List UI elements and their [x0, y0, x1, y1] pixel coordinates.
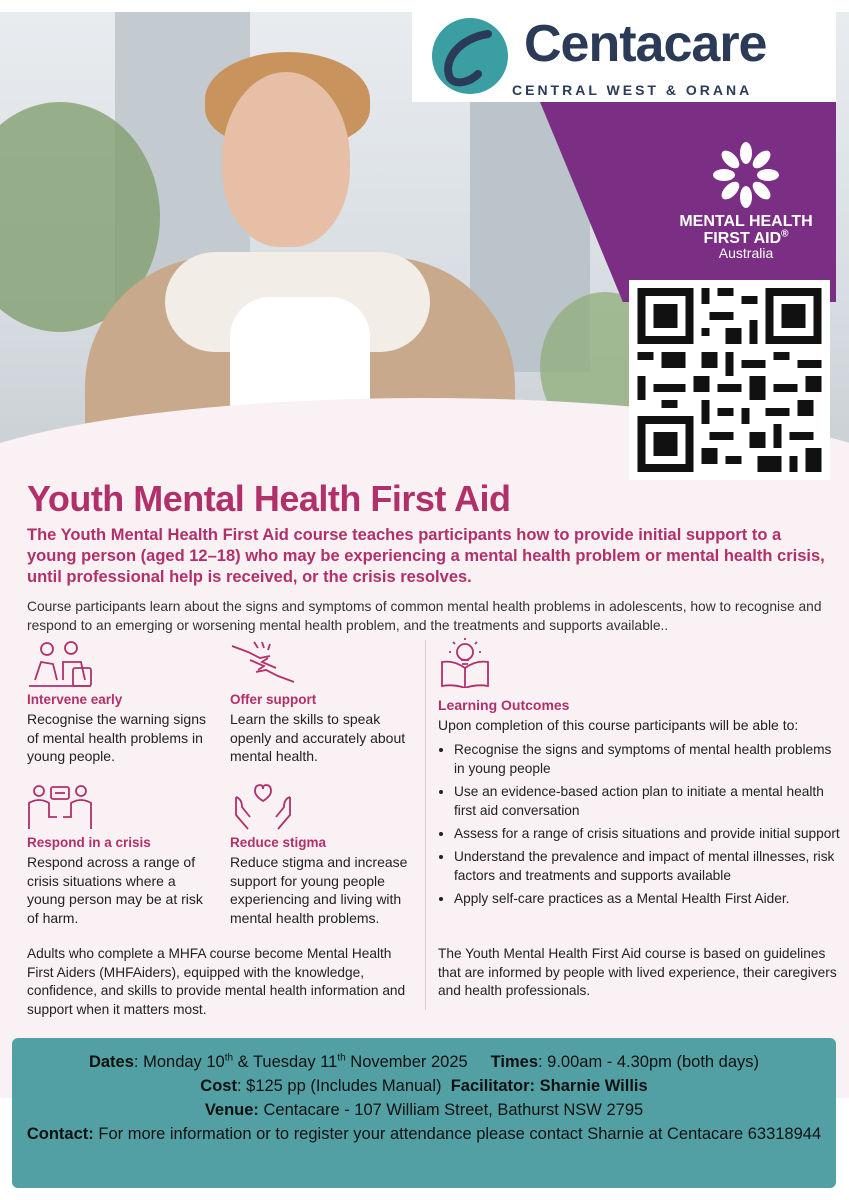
contact-value: For more information or to register your attendance please contact Sharnie at Centacare 63318944 — [98, 1125, 822, 1143]
feature-respond-crisis — [27, 783, 217, 927]
learning-list — [438, 740, 843, 908]
column-divider — [425, 640, 426, 1010]
feature-reduce-stigma — [230, 783, 420, 927]
feature-offer-support — [230, 640, 420, 766]
mhfa-line1: MENTAL HEALTH — [679, 213, 813, 230]
feature-body: Respond across a range of crisis situations where a young person may be at risk of harm. — [27, 854, 203, 926]
contact-label: Contact: — [26, 1125, 94, 1143]
brand-region: CENTRAL WEST & ORANA — [512, 82, 753, 98]
list-item: • Understand the prevalence and impact of mental illnesses, risk factors and treatments and supports available — [454, 847, 843, 885]
mhfaider-text: Adults who complete a MHFA course become Mental Health First Aiders (MHFAiders), equipped with the knowledge, confidence, and skills to provide mental health information and support when it matters most. — [27, 946, 406, 1017]
contact-row — [12, 1122, 836, 1146]
dates-label: Dates — [88, 1053, 134, 1071]
feature-title: Intervene early — [27, 692, 123, 707]
times-label: Times — [490, 1053, 538, 1071]
feature-intervene-early — [27, 640, 217, 766]
counselling-icon — [27, 640, 93, 688]
cost-label: Cost — [200, 1077, 237, 1095]
feature-title: Offer support — [230, 692, 317, 707]
feature-body: Recognise the warning signs of mental health problems in young people. — [27, 711, 206, 764]
mhfa-country: Australia — [718, 245, 774, 261]
date-1: Monday 10 — [143, 1053, 225, 1071]
learning-outcomes — [438, 636, 843, 912]
mhfa-flower-icon — [711, 140, 781, 210]
cost-value: $125 pp (Includes Manual) — [246, 1077, 442, 1095]
feature-body: Reduce stigma and increase support for young people experiencing and living with mental health problems. — [230, 854, 408, 926]
facilitator-value: Sharnie Willis — [539, 1077, 648, 1095]
list-item: • Recognise the signs and symptoms of mental health problems in young people — [454, 740, 843, 778]
dates-row: Dates: Monday 10th & Tuesday 11th November 2025 Times: 9.00am - 4.30pm (both days) — [88, 1052, 760, 1071]
description-text: Course participants learn about the signs and symptoms of common mental health problems in adolescents, how to recognise and respond to an emerging or worsening mental health problem, and the treatments and supports available.. — [27, 599, 822, 633]
times-value: 9.00am - 4.30pm (both days) — [547, 1053, 760, 1071]
list-item: • Assess for a range of crisis situations and provide initial support — [454, 824, 843, 843]
venue-label: Venue: — [204, 1101, 259, 1119]
learning-lead: Upon completion of this course participants will be able to: — [438, 717, 799, 733]
feature-body: Learn the skills to speak openly and accurately about mental health. — [230, 711, 406, 764]
lightbulb-book-icon — [438, 636, 492, 688]
feature-title: Respond in a crisis — [27, 835, 151, 850]
venue-value: Centacare - 107 William Street, Bathurst NSW 2795 — [263, 1101, 644, 1119]
cost-row: Cost: $125 pp (Includes Manual) Facilitator: Sharnie Willis — [200, 1077, 648, 1095]
mhfa-reg-mark: ® — [781, 228, 789, 240]
date-2-suffix: th — [337, 1052, 346, 1064]
date-2: & Tuesday 11 — [233, 1053, 338, 1071]
date-month: November 2025 — [345, 1053, 468, 1071]
mhfa-line2: FIRST AID — [703, 230, 782, 247]
date-1-suffix: th — [224, 1052, 234, 1064]
list-item: • Apply self-care practices as a Mental Health First Aider. — [454, 889, 843, 908]
mhfa-title — [660, 213, 832, 247]
list-item: • Use an evidence-based action plan to initiate a mental health first aid conversation — [454, 782, 843, 820]
venue-row — [12, 1098, 836, 1122]
course-details — [12, 1038, 836, 1188]
brand-name: Centacare — [524, 15, 767, 73]
conversation-icon — [27, 783, 93, 831]
hands-icon — [230, 640, 296, 688]
qr-code-icon[interactable] — [629, 280, 830, 480]
person-face — [222, 72, 350, 247]
heart-hands-icon — [230, 783, 296, 831]
facilitator-label: Facilitator: — [450, 1077, 536, 1095]
page-title: Youth Mental Health First Aid — [27, 478, 511, 519]
feature-title: Reduce stigma — [230, 835, 327, 850]
learning-title: Learning Outcomes — [438, 697, 570, 713]
guidelines-text: The Youth Mental Health First Aid course is based on guidelines that are informed by people with lived experience, their caregivers and health professionals. — [438, 946, 837, 998]
intro-text: The Youth Mental Health First Aid course teaches participants how to provide initial support to a young person (aged 12–18) who may be experiencing a mental health problem or mental health crisis, until professional help is received, or the crisis resolves. — [27, 526, 825, 586]
centacare-logo-icon — [430, 16, 510, 96]
